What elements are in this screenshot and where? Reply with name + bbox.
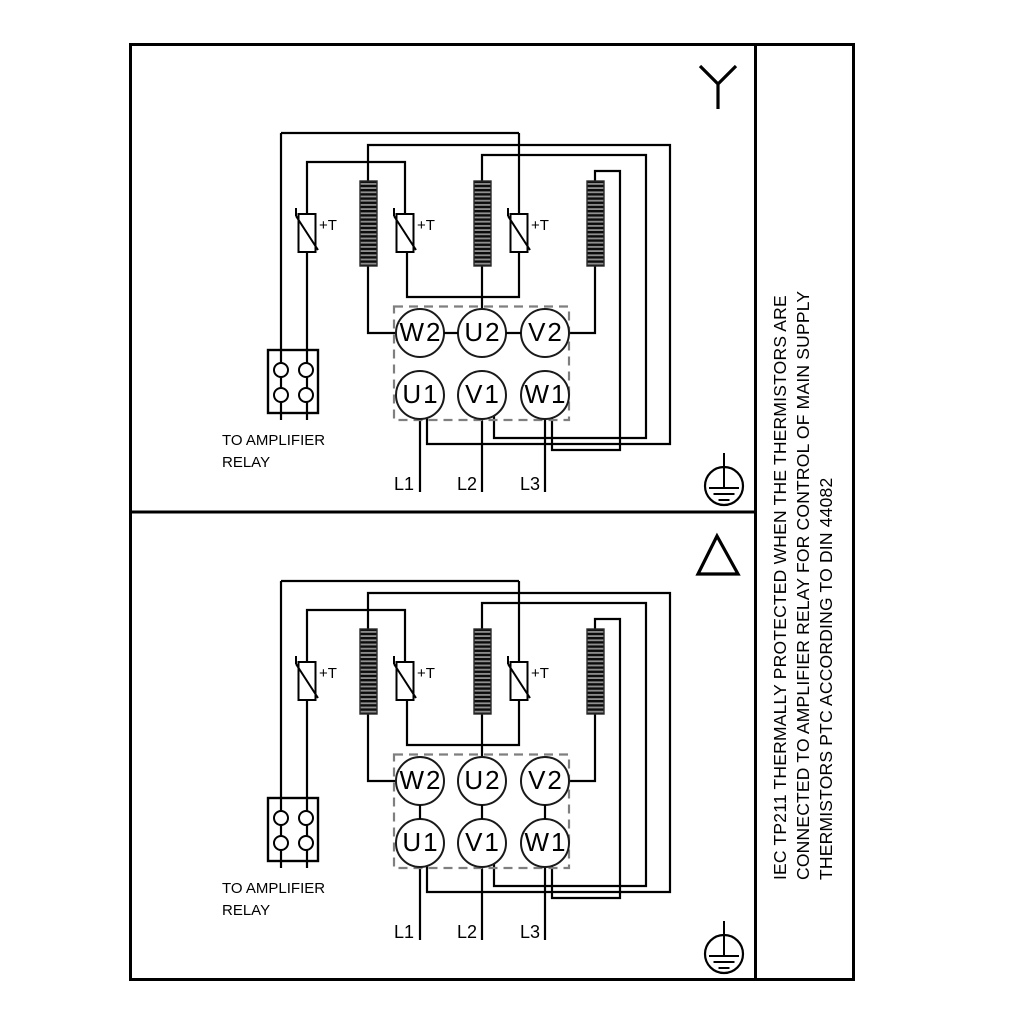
terminal-label-w2: W2 <box>399 317 443 347</box>
side-note-line3: THERMISTORS PTC ACCORDING TO DIN 44082 <box>816 477 836 880</box>
supply-label-l2: L2 <box>456 474 477 494</box>
relay-caption-line2: RELAY <box>222 454 271 471</box>
thermistor-label: +T <box>531 217 549 234</box>
motor-winding-coil-3 <box>587 181 604 266</box>
supply-label-l3: L3 <box>519 474 540 494</box>
terminal-label-v1: V1 <box>465 379 501 409</box>
side-note-line1: IEC TP211 THERMALLY PROTECTED WHEN THE THERMISTORS ARE <box>770 295 790 880</box>
supply-label-l1: L1 <box>393 474 414 494</box>
motor-winding-coil-1 <box>360 181 377 266</box>
side-note-line2: CONNECTED TO AMPLIFIER RELAY FOR CONTROL OF MAIN SUPPLY <box>793 290 813 880</box>
thermistor-label: +T <box>417 217 435 234</box>
terminal-label-u2: U2 <box>464 317 502 347</box>
terminal-label-w1: W1 <box>524 379 568 409</box>
thermistor-label: +T <box>319 217 337 234</box>
terminal-label-v2: V2 <box>528 317 564 347</box>
motor-winding-coil-2 <box>474 181 491 266</box>
relay-caption-line1: TO AMPLIFIER <box>222 432 326 449</box>
terminal-label-u1: U1 <box>402 379 440 409</box>
